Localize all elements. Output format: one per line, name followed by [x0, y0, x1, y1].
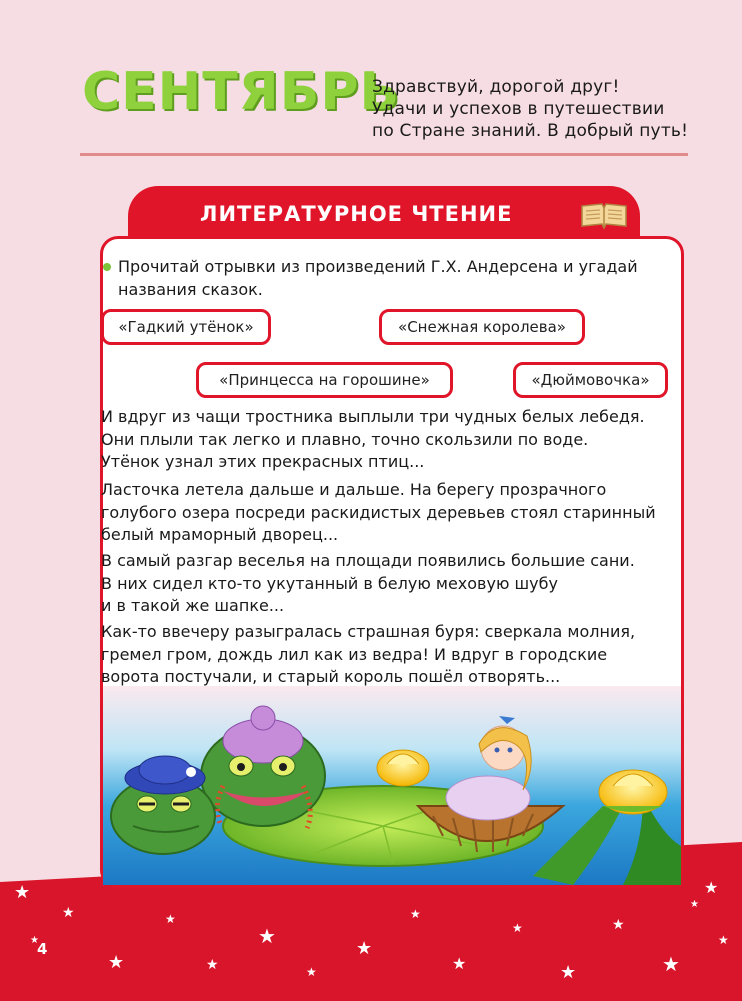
greeting-line: Удачи и успехов в путешествии — [372, 99, 665, 119]
star-icon: ★ — [206, 957, 219, 973]
excerpt-line: ворота постучали, и старый король пошёл отворять... — [101, 667, 561, 686]
star-icon: ★ — [14, 882, 31, 903]
fairy-tale-title-box: «Гадкий утёнок» — [101, 309, 271, 345]
bullet-icon — [103, 263, 111, 271]
star-icon: ★ — [560, 962, 577, 983]
excerpt-line: гремел гром, дождь лил как из ведра! И вдруг в городские — [101, 644, 608, 664]
excerpt-line: В них сидел кто-то укутанный в белую меховую шубу — [101, 573, 558, 593]
excerpt-line: Утёнок узнал этих прекрасных птиц... — [101, 452, 425, 471]
star-icon: ★ — [690, 899, 699, 910]
excerpt-line: голубого озера посреди раскидистых деревьев стоял старинный — [101, 502, 656, 522]
open-book-icon — [578, 200, 630, 230]
excerpt-paragraph — [101, 479, 671, 547]
excerpt-paragraph — [101, 621, 671, 689]
fairy-tale-title-box: «Принцесса на горошине» — [196, 362, 453, 398]
excerpt-paragraph — [101, 406, 671, 474]
greeting-text — [372, 76, 692, 142]
thumbelina-illustration — [103, 686, 681, 885]
excerpt-line: В самый разгар веселья на площади появились большие сани. — [101, 551, 635, 570]
star-icon: ★ — [30, 935, 39, 946]
instruction-line: Прочитай отрывки из произведений Г.Х. Андерсена и угадай — [118, 257, 638, 276]
star-icon: ★ — [306, 965, 317, 979]
month-title: СЕНТЯБРЬ — [82, 62, 401, 122]
fairy-tale-title-box: «Дюймовочка» — [513, 362, 668, 398]
excerpt-line: И вдруг из чащи тростника выплыли три чудных белых лебедя. — [101, 407, 645, 426]
fairy-tale-title-box: «Снежная королева» — [379, 309, 585, 345]
greeting-line: по Стране знаний. В добрый путь! — [372, 121, 689, 141]
star-icon: ★ — [612, 917, 625, 933]
excerpt-paragraph — [101, 550, 671, 618]
header-divider — [80, 153, 688, 156]
excerpt-line: Как-то ввечеру разыгралась страшная буря: сверкала молния, — [101, 622, 636, 641]
excerpt-line: и в такой же шапке... — [101, 596, 285, 615]
star-icon: ★ — [108, 952, 125, 973]
excerpt-line: белый мраморный дворец... — [101, 525, 339, 544]
star-icon: ★ — [62, 905, 75, 921]
star-icon: ★ — [512, 921, 523, 935]
section-title: ЛИТЕРАТУРНОЕ ЧТЕНИЕ — [200, 202, 513, 226]
star-icon: ★ — [165, 912, 176, 926]
excerpt-line: Они плыли так легко и плавно, точно скользили по воде. — [101, 429, 589, 449]
star-icon: ★ — [356, 938, 373, 959]
star-icon: ★ — [452, 954, 467, 973]
instruction-line: названия сказок. — [118, 280, 263, 299]
greeting-line: Здравствуй, дорогой друг! — [372, 77, 620, 97]
star-icon: ★ — [410, 907, 421, 921]
task-instruction — [118, 255, 663, 301]
star-icon: ★ — [718, 933, 729, 947]
star-icon: ★ — [662, 952, 680, 976]
star-icon: ★ — [704, 878, 719, 897]
page-number: 4 — [37, 940, 48, 958]
star-icon: ★ — [258, 924, 276, 948]
excerpt-line: Ласточка летела дальше и дальше. На берегу прозрачного — [101, 480, 607, 499]
